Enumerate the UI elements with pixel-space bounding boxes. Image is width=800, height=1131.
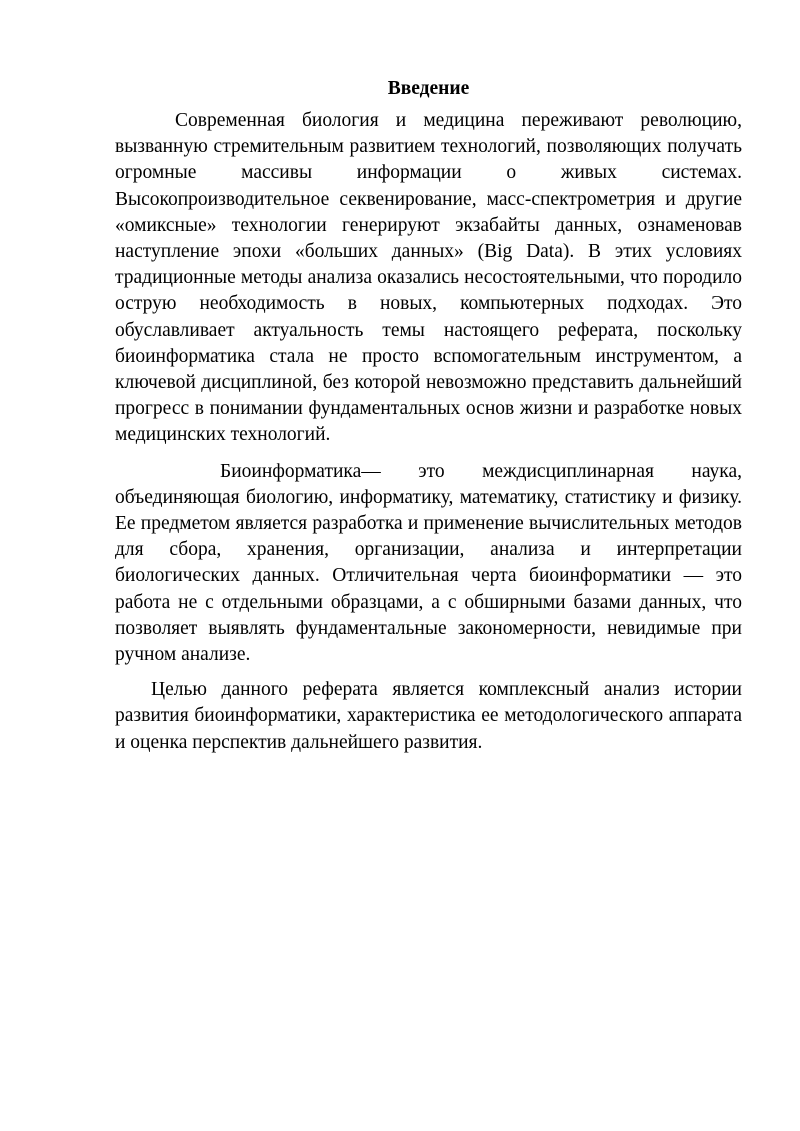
section-title: Введение [387,78,470,99]
paragraph-definition: Биоинформатика— это междисциплинарная наука, объединяющая биологию, информатику, математику, статистику и физику. Ее предметом является разработка и применение вычислительных методов для сбора, хранения, организации, анализа и интерпретации биологических данных. Отличительная черта биоинформатики — это работа не с отдельными образцами, а с обширными базами данных, что позволяет выявлять фундаментальные закономерности, невидимые при ручном анализе. [115,460,742,666]
paragraph-relevance: Современная биология и медицина переживают революцию, вызванную стремительным развитием технологий, позволяющих получать огромные массивы информации о живых системах. Высокопроизводительное секвенирование, масс-спектрометрия и другие «омиксные» технологии генерируют экзабайты данных, ознаменовав наступление эпохи «больших данных» (Big Data). В этих условиях традиционные методы анализа оказались несостоятельными, что породило острую необходимость в новых, компьютерных подходах. Это обуславливает актуальность темы настоящего реферата, поскольку биоинформатика стала не просто вспомогательным инструментом, а ключевой дисциплиной, без которой невозможно представить дальнейший прогресс в понимании фундаментальных основ жизни и разработке новых медицинских технологий. [115,110,742,446]
document-body [115,76,742,756]
paragraph-goal: Целью данного реферата является комплексный анализ истории развития биоинформатики, характеристика ее методологического аппарата и оценка перспектив дальнейшего развития. [115,679,742,753]
